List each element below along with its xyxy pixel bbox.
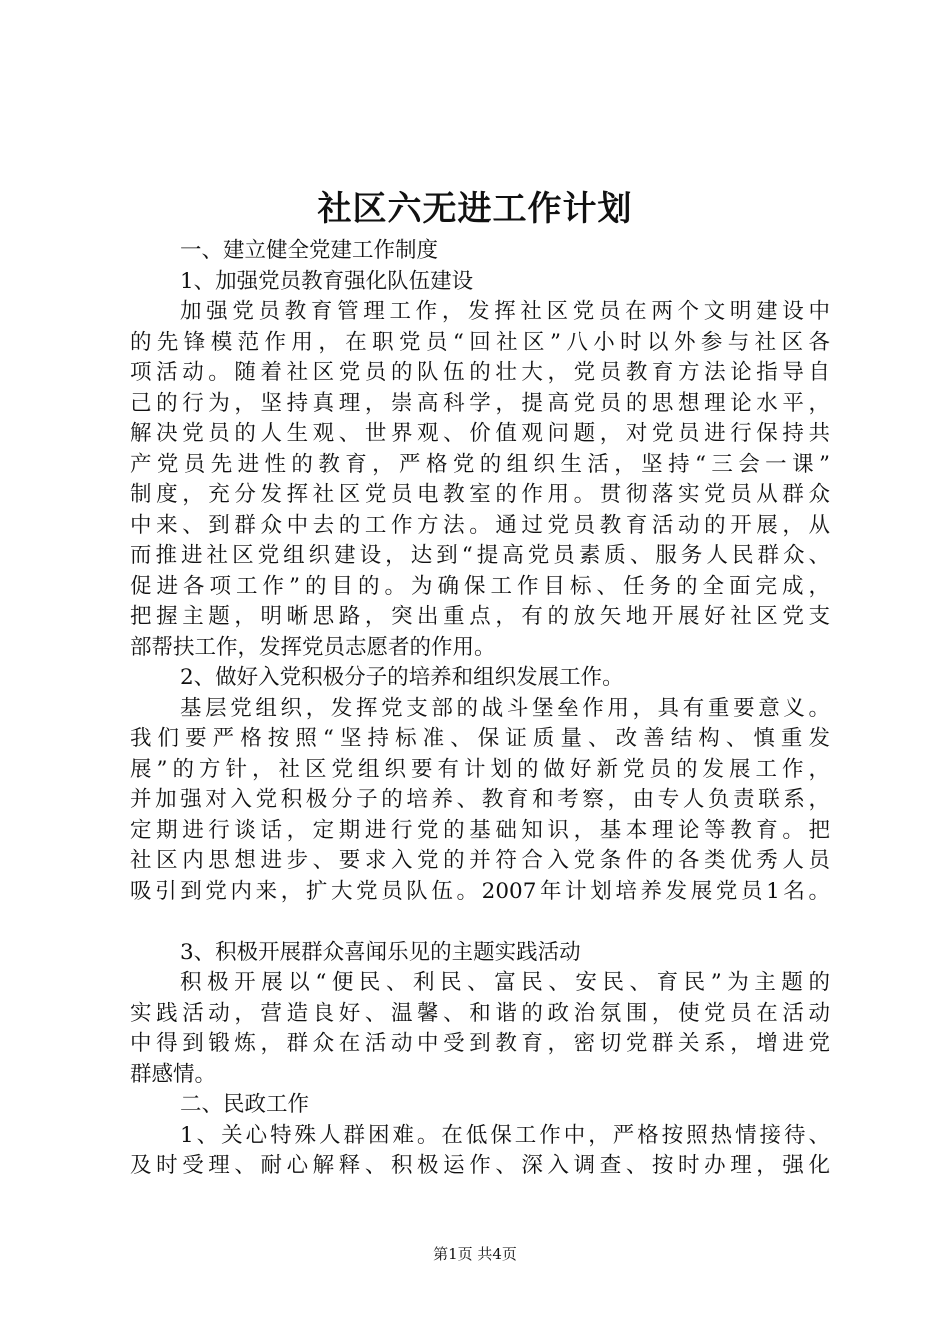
- paragraph-line: 加强党员教育管理工作，发挥社区党员在两个文明建设中: [180, 299, 830, 324]
- page-footer: 第1页 共4页: [433, 1245, 517, 1263]
- paragraph-line: 1、关心特殊人群困难。在低保工作中，严格按照热情接待、: [180, 1122, 830, 1148]
- paragraph-line: 的先锋模范作用，在职党员“回社区”八小时以外参与社区各: [130, 329, 830, 355]
- paragraph-line: 中得到锻炼，群众在活动中受到教育，密切党群关系，增进党: [130, 1031, 830, 1056]
- paragraph-line: 把握主题，明晰思路，突出重点，有的放矢地开展好社区党支: [130, 604, 830, 629]
- paragraph-line: 部帮扶工作，发挥党员志愿者的作用。: [130, 634, 496, 660]
- paragraph-line: 中来、到群众中去的工作方法。通过党员教育活动的开展，从: [130, 512, 830, 538]
- paragraph-line: 并加强对入党积极分子的培养、教育和考察，由专人负责联系，: [130, 787, 830, 812]
- paragraph-line: 吸引到党内来，扩大党员队伍。2007年计划培养发展党员1名。: [130, 878, 830, 904]
- subsection-heading: 2、做好入党积极分子的培养和组织发展工作。: [180, 665, 624, 690]
- paragraph-line: 己的行为，坚持真理，崇高科学，提高党员的思想理论水平，: [130, 390, 830, 416]
- section-heading: 一、建立健全党建工作制度: [180, 238, 439, 263]
- blank-line: [130, 907, 830, 938]
- document-body: [130, 236, 830, 1182]
- paragraph-line: 展”的方针，社区党组织要有计划的做好新党员的发展工作，: [130, 756, 830, 782]
- subsection-heading: 3、积极开展群众喜闻乐见的主题实践活动: [180, 939, 581, 965]
- paragraph-line: 积极开展以“便民、利民、富民、安民、育民”为主题的: [180, 970, 830, 995]
- paragraph-line: 基层党组织，发挥党支部的战斗堡垒作用，具有重要意义。: [180, 695, 830, 721]
- subsection-heading: 1、加强党员教育强化队伍建设: [180, 268, 474, 294]
- document-title: 社区六无进工作计划: [317, 189, 633, 229]
- paragraph-line: 实践活动，营造良好、温馨、和谐的政治氛围，使党员在活动: [130, 1000, 830, 1026]
- paragraph-line: 社区内思想进步、要求入党的并符合入党条件的各类优秀人员: [130, 848, 830, 873]
- paragraph-line: 我们要严格按照“坚持标准、保证质量、改善结构、慎重发: [130, 726, 830, 751]
- paragraph-line: 而推进社区党组织建设，达到“提高党员素质、服务人民群众、: [130, 543, 830, 568]
- paragraph-line: 项活动。随着社区党员的队伍的壮大，党员教育方法论指导自: [130, 360, 830, 385]
- paragraph-line: 促进各项工作”的目的。为确保工作目标、任务的全面完成，: [130, 573, 830, 599]
- paragraph-line: 产党员先进性的教育，严格党的组织生活，坚持“三会一课”: [130, 451, 830, 477]
- paragraph-line: 群感情。: [130, 1061, 217, 1087]
- paragraph-line: 及时受理、耐心解释、积极运作、深入调查、按时办理，强化: [130, 1153, 830, 1178]
- paragraph-line: 制度，充分发挥社区党员电教室的作用。贯彻落实党员从群众: [130, 482, 830, 507]
- paragraph-line: 解决党员的人生观、世界观、价值观问题，对党员进行保持共: [130, 421, 830, 446]
- paragraph-line: 定期进行谈话，定期进行党的基础知识，基本理论等教育。把: [130, 817, 830, 843]
- section-heading: 二、民政工作: [180, 1092, 310, 1117]
